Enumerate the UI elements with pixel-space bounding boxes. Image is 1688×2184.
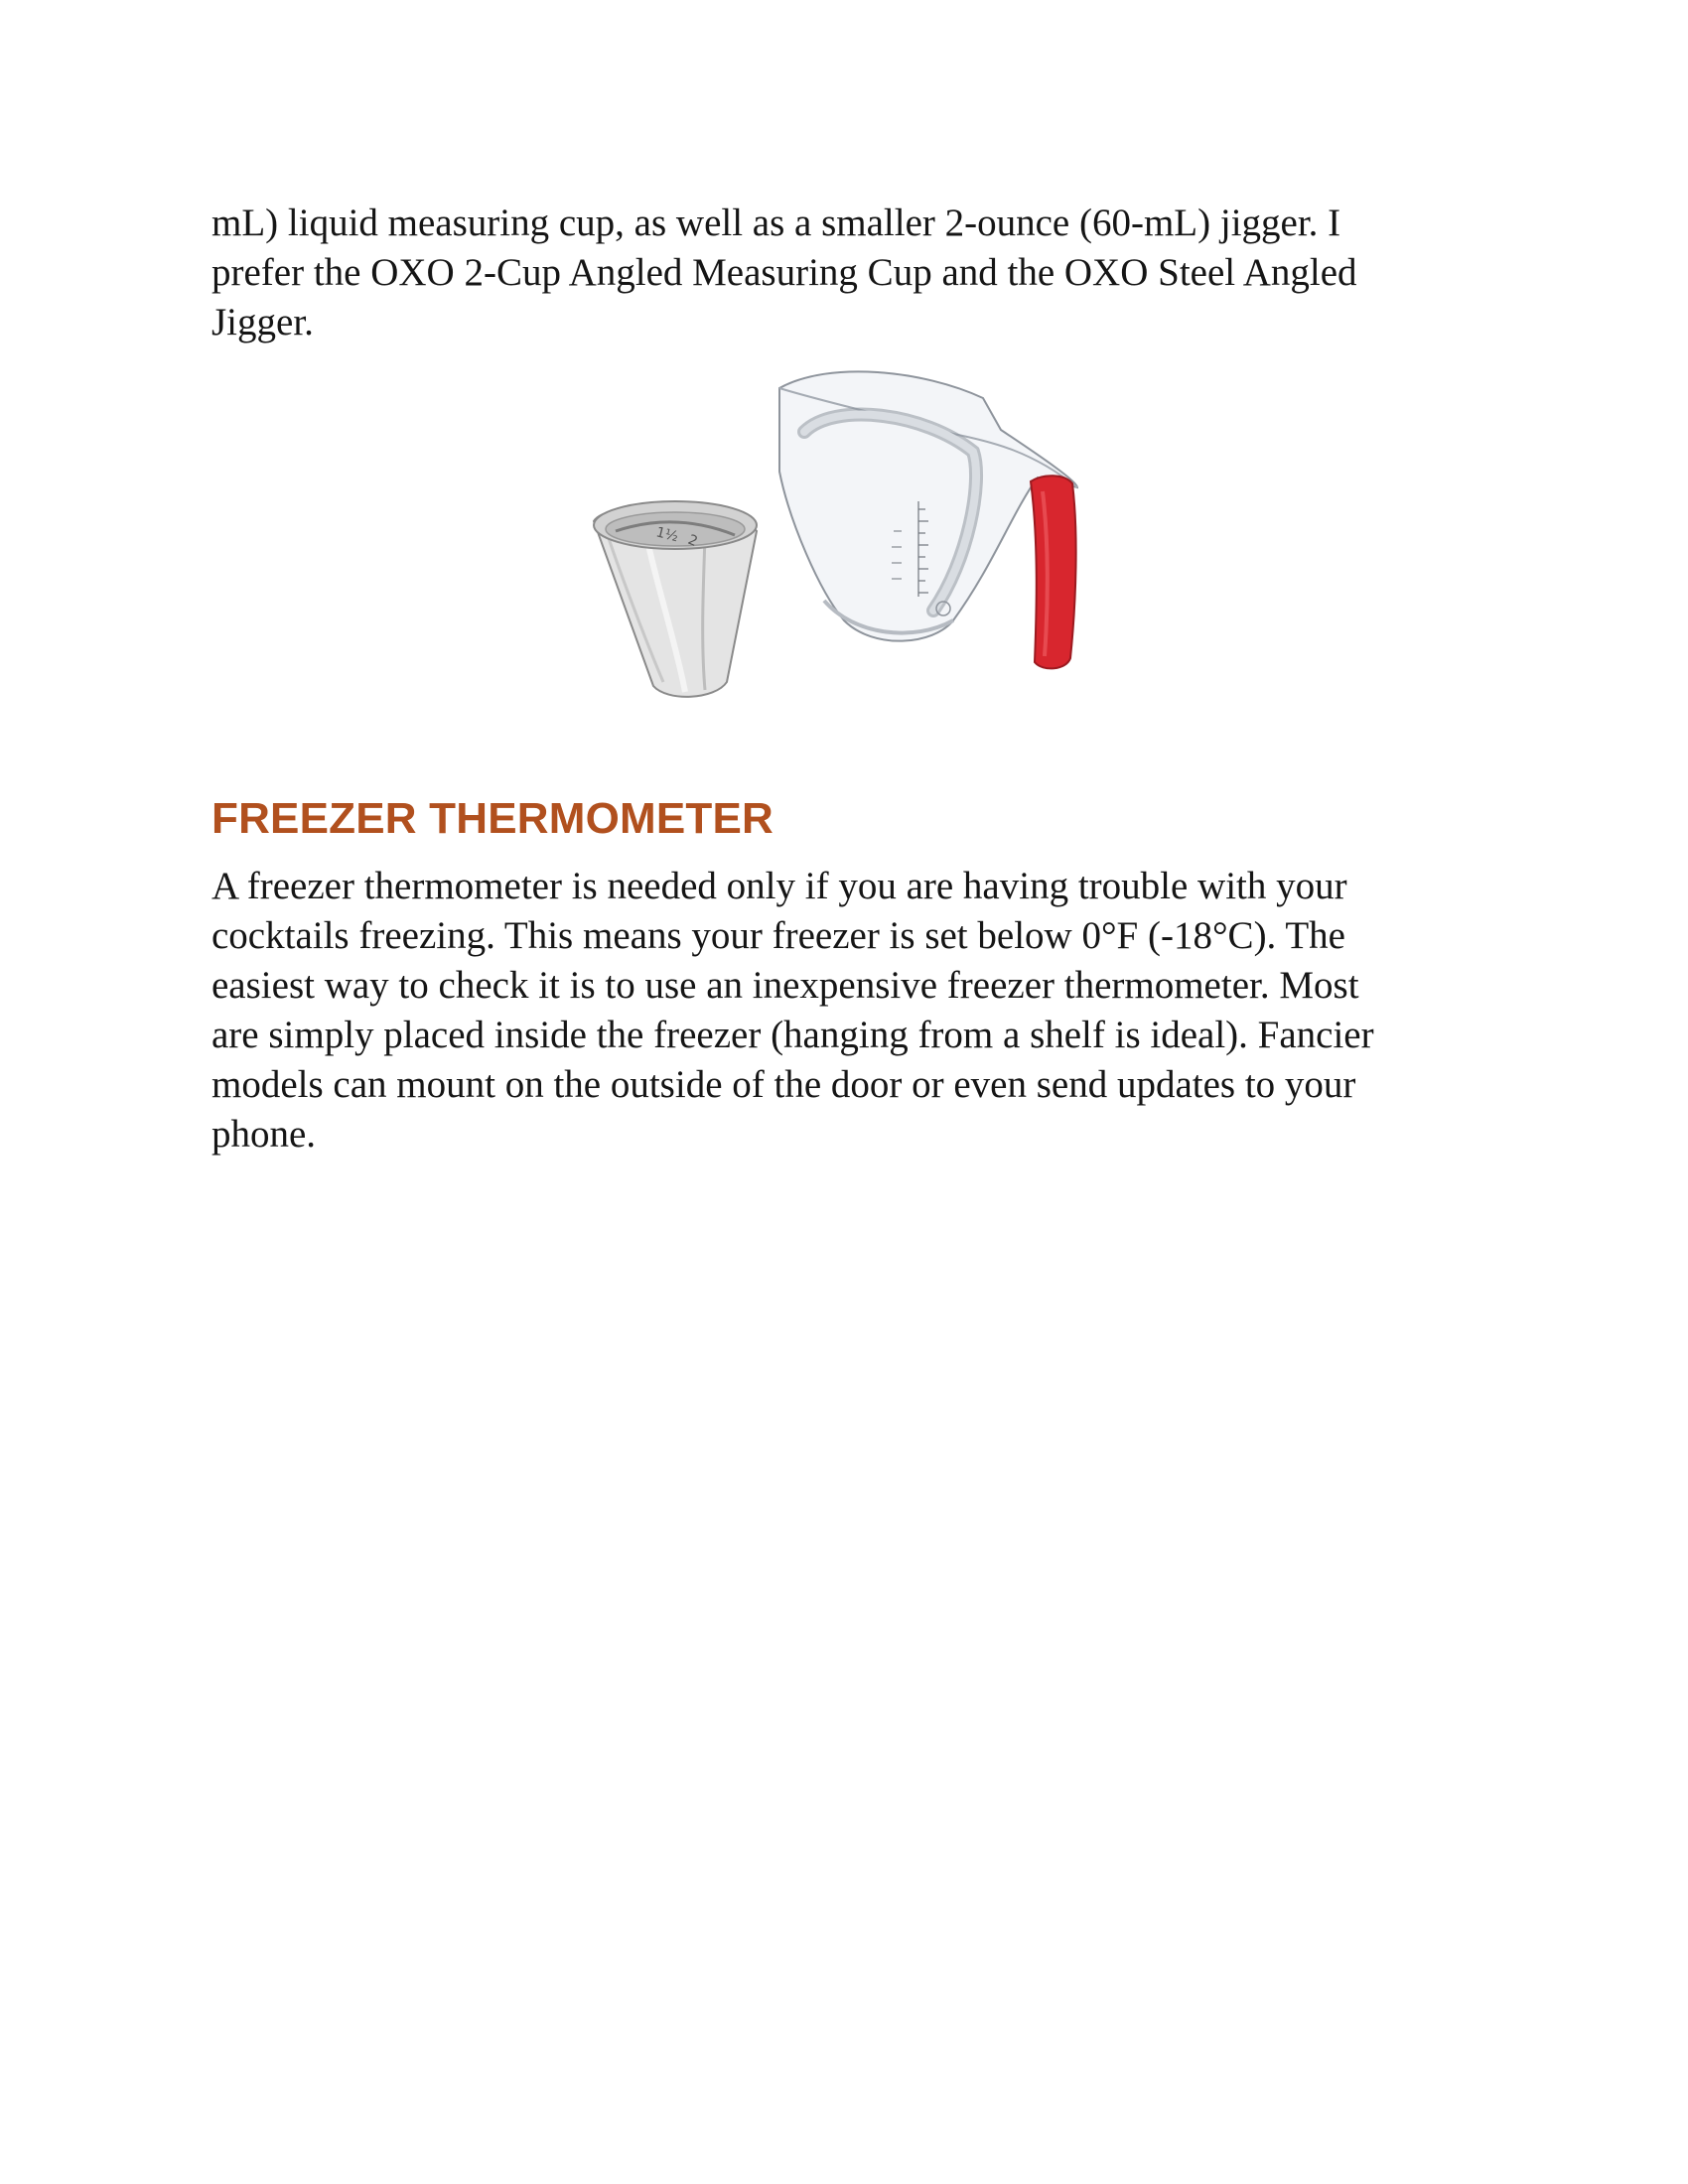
section-line-6: phone. <box>211 1113 317 1156</box>
intro-line-2: prefer the OXO 2-Cup Angled Measuring Cup and the OXO Steel Angled <box>211 251 1357 294</box>
section-line-4: are simply placed inside the freezer (hanging from a shelf is ideal). Fancier <box>211 1014 1374 1056</box>
red-handle-illustration <box>1031 476 1076 668</box>
section-paragraph <box>211 862 1492 1160</box>
svg-text:2: 2 <box>685 531 700 551</box>
section-line-1: A freezer thermometer is needed only if you are having trouble with your <box>211 865 1347 907</box>
section-heading: FREEZER THERMOMETER <box>211 794 774 843</box>
section-line-2: cocktails freezing. This means your freezer is set below 0°F (-18°C). The <box>211 914 1345 957</box>
section-line-3: easiest way to check it is to use an inexpensive freezer thermometer. Most <box>211 964 1359 1007</box>
intro-line-3: Jigger. <box>211 301 314 343</box>
jigger-illustration <box>594 501 757 697</box>
svg-text:1½: 1½ <box>654 524 680 546</box>
intro-paragraph <box>211 199 1492 347</box>
intro-line-1: mL) liquid measuring cup, as well as a smaller 2-ounce (60-mL) jigger. I <box>211 202 1341 244</box>
section-line-5: models can mount on the outside of the door or even send updates to your <box>211 1063 1356 1106</box>
measuring-tools-illustration <box>576 362 1092 715</box>
